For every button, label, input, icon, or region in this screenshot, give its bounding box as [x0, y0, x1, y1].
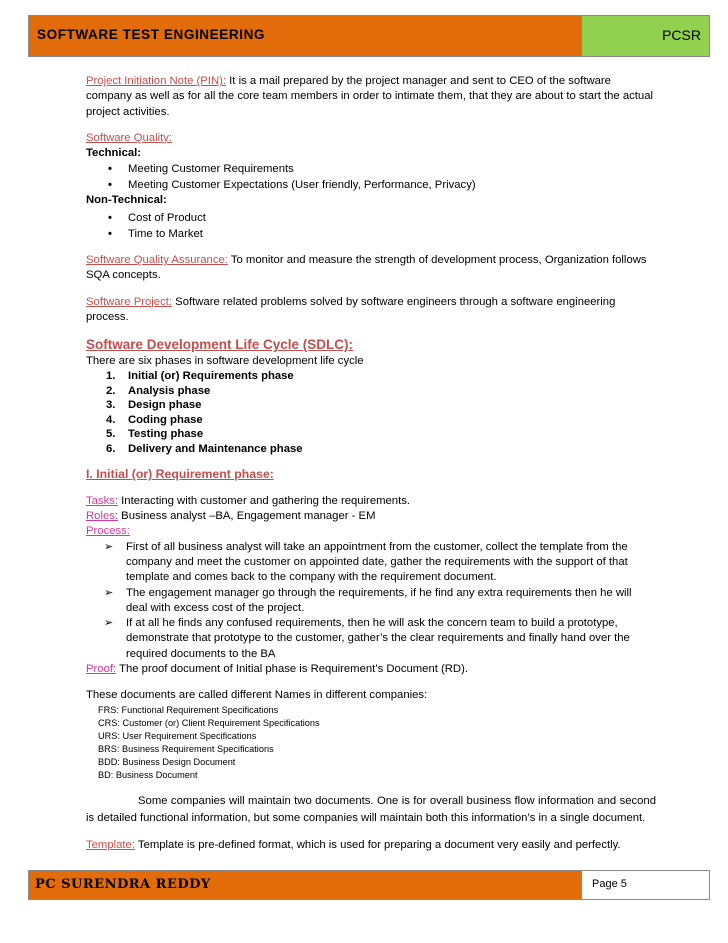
- footer-author-cell: [29, 871, 581, 899]
- list-item: • Meeting Customer Requirements: [86, 162, 656, 177]
- phase-name: Delivery and Maintenance phase: [128, 442, 303, 455]
- page-content: [86, 74, 656, 853]
- footer-page-cell: [581, 871, 709, 899]
- phase1-heading: I. Initial (or) Requirement phase:: [86, 467, 274, 482]
- sqa-label: Software Quality Assurance:: [86, 253, 228, 266]
- quality-heading: [86, 131, 656, 146]
- sqa-paragraph: [86, 253, 656, 284]
- proof-text: The proof document of Initial phase is Requirement’s Document (RD).: [116, 663, 468, 676]
- list-item: CRS: Customer (or) Client Requirement Specifications: [98, 717, 320, 728]
- roles-line: [86, 509, 656, 524]
- note-paragraph: Some companies will maintain two documents. One is for overall business flow information and second is detailed functional information, but some companies will maintain both this information’s in a single document.: [86, 795, 656, 825]
- sqa-text: To monitor and measure the strength of development process, Organization follows SQA concepts.: [86, 253, 647, 282]
- header-code: PCSR: [662, 27, 701, 43]
- phase-number: 1.: [106, 370, 116, 383]
- phase-name: Coding phase: [128, 413, 203, 426]
- project-paragraph: [86, 295, 656, 326]
- list-item: • Time to Market: [86, 227, 656, 242]
- arrow-icon: ➢: [104, 617, 114, 630]
- page-header: [28, 15, 710, 57]
- proof-label: Proof:: [86, 663, 117, 676]
- list-item: BD: Business Document: [98, 770, 198, 781]
- page-footer: [28, 870, 710, 900]
- phase-name: Testing phase: [128, 428, 204, 441]
- header-title-cell: [29, 16, 581, 56]
- project-text: Software related problems solved by software engineers through a software engineering process.: [86, 295, 616, 323]
- process-text: First of all business analyst will take an appointment from the customer, collect the template from the company and meet the customer on appointed date, gather the requirements with the support of that template and comes back to the company with the requirement document.: [126, 540, 628, 584]
- nontechnical-label: Non-Technical:: [86, 194, 167, 207]
- process-text: If at all he finds any confused requirements, then he will ask the concern team to build a prototype, demonstrate that prototype to the customer, gather’s the clear requirements and finally hand over the required documents to the BA: [126, 617, 630, 660]
- sdlc-heading: Software Development Life Cycle (SDLC):: [86, 337, 354, 353]
- footer-author: PC SURENDRA REDDY: [35, 877, 211, 892]
- sdlc-phase-list: [86, 369, 656, 456]
- tasks-text: Interacting with customer and gathering the requirements.: [118, 494, 411, 507]
- process-list: [86, 540, 656, 662]
- phase-name: Initial (or) Requirements phase: [128, 370, 294, 383]
- process-text: The engagement manager go through the requirements, if he find any extra requirements then he will deal with excess cost of the project.: [126, 586, 632, 614]
- quality-heading-text: Software Quality:: [86, 131, 173, 144]
- list-item: FRS: Functional Requirement Specifications: [98, 704, 279, 715]
- proof-line: [86, 662, 656, 677]
- list-item: URS: User Requirement Specifications: [98, 730, 257, 741]
- list-item: [86, 540, 656, 586]
- list-item: [86, 427, 656, 442]
- list-item: [86, 369, 656, 384]
- tasks-line: [86, 494, 656, 509]
- process-line: [86, 524, 656, 539]
- pin-text: It is a mail prepared by the project manager and sent to CEO of the software company as well as for all the core team members in order to intimate them, that they are about to start the actual project activities.: [86, 75, 654, 118]
- list-item: [86, 384, 656, 399]
- list-item: [86, 442, 656, 457]
- phase-number: 2.: [106, 384, 116, 397]
- template-label: Template:: [86, 839, 135, 852]
- process-label: Process:: [86, 525, 130, 538]
- template-paragraph: [86, 838, 656, 853]
- page-number: Page 5: [592, 878, 627, 890]
- phase-number: 4.: [106, 413, 116, 426]
- list-item: BRS: Business Requirement Specifications: [98, 743, 274, 754]
- arrow-icon: ➢: [104, 586, 114, 599]
- roles-text: Business analyst –BA, Engagement manager - EM: [118, 510, 376, 523]
- documents-intro: These documents are called different Names in different companies:: [86, 689, 428, 702]
- list-item: BDD: Business Design Document: [98, 756, 236, 767]
- header-code-cell: [581, 16, 709, 56]
- pin-label: Project Initiation Note (PIN):: [86, 75, 227, 87]
- phase-name: Design phase: [128, 399, 202, 412]
- list-item: [86, 586, 656, 617]
- arrow-icon: ➢: [104, 540, 114, 553]
- sdlc-intro: There are six phases in software development life cycle: [86, 355, 364, 368]
- pin-paragraph: [86, 74, 656, 120]
- documents-list: [86, 704, 656, 783]
- header-title: SOFTWARE TEST ENGINEERING: [37, 27, 266, 42]
- technical-list: [86, 162, 656, 193]
- phase-number: 6.: [106, 442, 116, 455]
- template-text: Template is pre-defined format, which is used for preparing a document very easily and perfectly.: [134, 839, 621, 852]
- phase-name: Analysis phase: [128, 384, 211, 397]
- list-item: • Meeting Customer Expectations (User friendly, Performance, Privacy): [86, 178, 656, 193]
- list-item: [86, 616, 656, 662]
- tasks-label: Tasks:: [86, 494, 119, 507]
- technical-label: Technical:: [86, 147, 142, 160]
- project-label: Software Project:: [86, 295, 173, 308]
- list-item: • Cost of Product: [86, 211, 656, 226]
- roles-label: Roles:: [86, 510, 119, 523]
- list-item: [86, 413, 656, 428]
- nontechnical-list: [86, 211, 656, 242]
- phase-number: 3.: [106, 399, 116, 412]
- list-item: [86, 398, 656, 413]
- phase-number: 5.: [106, 428, 116, 441]
